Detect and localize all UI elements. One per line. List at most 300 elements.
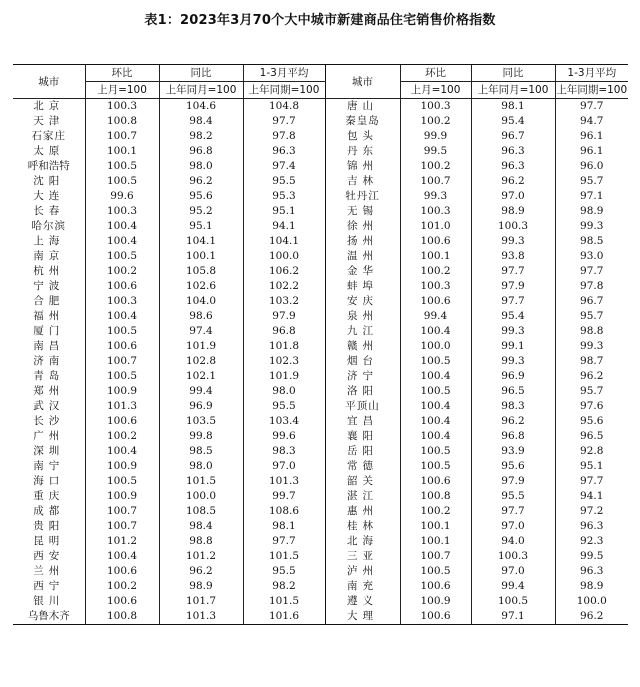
- right-avg-cell: 97.7: [555, 264, 628, 279]
- table-row: [13, 564, 628, 579]
- left-yoy-cell: 101.5: [159, 474, 243, 489]
- table-row: [13, 594, 628, 609]
- right-mom-cell: 100.3: [400, 99, 471, 115]
- right-yoy-cell: 99.4: [471, 579, 555, 594]
- left-city-cell: 南京: [33, 250, 65, 262]
- left-avg-cell: 98.2: [243, 579, 325, 594]
- right-yoy-cell: 97.9: [471, 279, 555, 294]
- left-city-cell: 大连: [33, 190, 65, 202]
- right-yoy-cell: 98.1: [471, 99, 555, 115]
- right-city-cell: 洛阳: [325, 384, 400, 399]
- table-row: [13, 534, 628, 549]
- left-mom-cell: 100.6: [85, 564, 159, 579]
- left-mom-cell: 99.6: [85, 189, 159, 204]
- left-yoy-cell: 98.4: [159, 519, 243, 534]
- right-mom-cell: 100.6: [400, 609, 471, 625]
- left-yoy-cell: 96.2: [159, 174, 243, 189]
- table-row: [13, 99, 628, 115]
- right-city-cell: 赣州: [325, 339, 400, 354]
- right-city-cell: 锦州: [325, 159, 400, 174]
- right-city-cell: 湛江: [325, 489, 400, 504]
- left-yoy-cell: 101.9: [159, 339, 243, 354]
- left-city-cell: 西宁: [33, 580, 65, 592]
- left-mom-cell: 100.2: [85, 264, 159, 279]
- price-index-table: [13, 64, 628, 625]
- table-row: [13, 549, 628, 564]
- header-avg-base-left: 上年同期=100: [243, 82, 325, 99]
- left-avg-cell: 98.3: [243, 444, 325, 459]
- left-avg-cell: 99.6: [243, 429, 325, 444]
- right-avg-cell: 96.3: [555, 564, 628, 579]
- left-city-cell: 杭州: [33, 265, 65, 277]
- right-yoy-cell: 97.0: [471, 564, 555, 579]
- left-city-cell: 长沙: [33, 415, 65, 427]
- right-city-cell: 岳阳: [325, 444, 400, 459]
- left-mom-cell: 100.4: [85, 444, 159, 459]
- right-avg-cell: 98.9: [555, 579, 628, 594]
- right-yoy-cell: 100.3: [471, 549, 555, 564]
- left-yoy-cell: 101.3: [159, 609, 243, 625]
- right-avg-cell: 98.9: [555, 204, 628, 219]
- right-avg-cell: 98.8: [555, 324, 628, 339]
- table-row: [13, 519, 628, 534]
- left-city-cell: 乌鲁木齐: [13, 609, 85, 625]
- left-mom-cell: 100.4: [85, 219, 159, 234]
- left-avg-cell: 99.7: [243, 489, 325, 504]
- table-row: [13, 294, 628, 309]
- table-row: [13, 324, 628, 339]
- left-mom-cell: 100.7: [85, 504, 159, 519]
- right-mom-cell: 100.4: [400, 324, 471, 339]
- right-yoy-cell: 96.3: [471, 144, 555, 159]
- right-mom-cell: 100.1: [400, 534, 471, 549]
- right-city-cell: 包头: [325, 129, 400, 144]
- right-mom-cell: 100.7: [400, 174, 471, 189]
- left-city-cell: 呼和浩特: [27, 160, 70, 172]
- right-mom-cell: 100.4: [400, 414, 471, 429]
- left-city-cell: 天津: [33, 115, 65, 127]
- left-city-cell: 宁波: [33, 280, 65, 292]
- right-city-cell: 丹东: [325, 144, 400, 159]
- left-mom-cell: 100.3: [85, 204, 159, 219]
- right-city-cell: 泸州: [325, 564, 400, 579]
- right-city-cell: 惠州: [325, 504, 400, 519]
- right-avg-cell: 99.5: [555, 549, 628, 564]
- table-row: [13, 429, 628, 444]
- table-row: [13, 414, 628, 429]
- right-mom-cell: 100.3: [400, 279, 471, 294]
- right-city-cell: 徐州: [325, 219, 400, 234]
- right-yoy-cell: 97.7: [471, 504, 555, 519]
- right-mom-cell: 100.8: [400, 489, 471, 504]
- right-avg-cell: 95.7: [555, 174, 628, 189]
- left-city-cell: 南昌: [33, 340, 65, 352]
- left-yoy-cell: 99.8: [159, 429, 243, 444]
- left-mom-cell: 100.1: [85, 144, 159, 159]
- left-mom-cell: 100.8: [85, 114, 159, 129]
- left-mom-cell: 100.7: [85, 354, 159, 369]
- right-mom-cell: 100.1: [400, 519, 471, 534]
- right-mom-cell: 99.9: [400, 129, 471, 144]
- left-mom-cell: 100.9: [85, 384, 159, 399]
- left-yoy-cell: 105.8: [159, 264, 243, 279]
- right-yoy-cell: 97.0: [471, 189, 555, 204]
- right-mom-cell: 101.0: [400, 219, 471, 234]
- left-yoy-cell: 98.9: [159, 579, 243, 594]
- right-yoy-cell: 97.1: [471, 609, 555, 625]
- table-row: [13, 174, 628, 189]
- left-mom-cell: 100.4: [85, 234, 159, 249]
- right-mom-cell: 100.5: [400, 459, 471, 474]
- right-avg-cell: 96.1: [555, 129, 628, 144]
- right-city-cell: 安庆: [325, 294, 400, 309]
- left-yoy-cell: 98.8: [159, 534, 243, 549]
- left-avg-cell: 97.9: [243, 309, 325, 324]
- left-city-cell: 上海: [33, 235, 65, 247]
- left-mom-cell: 100.2: [85, 429, 159, 444]
- left-avg-cell: 104.8: [243, 99, 325, 115]
- table-row: [13, 234, 628, 249]
- right-avg-cell: 99.3: [555, 339, 628, 354]
- right-avg-cell: 95.7: [555, 309, 628, 324]
- header-yoy-left: 同比: [159, 65, 243, 82]
- right-city-cell: 襄阳: [325, 429, 400, 444]
- left-avg-cell: 101.5: [243, 594, 325, 609]
- right-mom-cell: 100.1: [400, 249, 471, 264]
- left-yoy-cell: 103.5: [159, 414, 243, 429]
- right-yoy-cell: 100.5: [471, 594, 555, 609]
- left-avg-cell: 95.5: [243, 399, 325, 414]
- right-avg-cell: 94.7: [555, 114, 628, 129]
- right-avg-cell: 97.8: [555, 279, 628, 294]
- left-yoy-cell: 100.0: [159, 489, 243, 504]
- right-city-cell: 蚌埠: [325, 279, 400, 294]
- table-row: [13, 219, 628, 234]
- left-city-cell: 广州: [33, 430, 65, 442]
- left-yoy-cell: 101.2: [159, 549, 243, 564]
- left-city-cell: 南宁: [33, 460, 65, 472]
- right-avg-cell: 96.5: [555, 429, 628, 444]
- right-city-cell: 温州: [325, 249, 400, 264]
- right-city-cell: 烟台: [325, 354, 400, 369]
- table-title: 表1：2023年3月70个大中城市新建商品住宅销售价格指数: [144, 13, 496, 28]
- right-yoy-cell: 99.3: [471, 354, 555, 369]
- left-city-cell: 深圳: [33, 445, 65, 457]
- right-yoy-cell: 96.2: [471, 174, 555, 189]
- right-city-cell: 泉州: [325, 309, 400, 324]
- right-yoy-cell: 94.0: [471, 534, 555, 549]
- right-city-cell: 宜昌: [325, 414, 400, 429]
- left-avg-cell: 98.1: [243, 519, 325, 534]
- left-yoy-cell: 102.8: [159, 354, 243, 369]
- right-mom-cell: 100.5: [400, 384, 471, 399]
- left-mom-cell: 101.3: [85, 399, 159, 414]
- right-mom-cell: 100.6: [400, 294, 471, 309]
- left-mom-cell: 100.6: [85, 414, 159, 429]
- right-mom-cell: 100.6: [400, 579, 471, 594]
- table-row: [13, 369, 628, 384]
- left-yoy-cell: 96.9: [159, 399, 243, 414]
- table-row: [13, 279, 628, 294]
- left-city-cell: 太原: [33, 145, 65, 157]
- left-mom-cell: 100.3: [85, 294, 159, 309]
- left-mom-cell: 100.4: [85, 309, 159, 324]
- right-avg-cell: 96.2: [555, 369, 628, 384]
- left-avg-cell: 97.7: [243, 534, 325, 549]
- left-yoy-cell: 95.6: [159, 189, 243, 204]
- header-avg-right: 1-3月平均: [555, 65, 628, 82]
- left-avg-cell: 95.5: [243, 564, 325, 579]
- right-mom-cell: 100.5: [400, 444, 471, 459]
- left-city-cell: 兰州: [33, 565, 65, 577]
- right-yoy-cell: 99.1: [471, 339, 555, 354]
- right-yoy-cell: 93.8: [471, 249, 555, 264]
- left-yoy-cell: 98.4: [159, 114, 243, 129]
- right-mom-cell: 100.6: [400, 234, 471, 249]
- right-avg-cell: 97.7: [555, 99, 628, 115]
- table-row: [13, 204, 628, 219]
- right-yoy-cell: 95.5: [471, 489, 555, 504]
- header-yoy-right: 同比: [471, 65, 555, 82]
- header-avg-left: 1-3月平均: [243, 65, 325, 82]
- right-avg-cell: 95.6: [555, 414, 628, 429]
- header-row-2: [13, 82, 628, 99]
- right-city-cell: 桂林: [325, 519, 400, 534]
- left-avg-cell: 97.7: [243, 114, 325, 129]
- right-mom-cell: 100.4: [400, 369, 471, 384]
- left-mom-cell: 100.5: [85, 474, 159, 489]
- left-yoy-cell: 102.6: [159, 279, 243, 294]
- right-avg-cell: 97.7: [555, 474, 628, 489]
- right-yoy-cell: 95.4: [471, 309, 555, 324]
- left-city-cell: 武汉: [33, 400, 65, 412]
- right-city-cell: 三亚: [325, 549, 400, 564]
- right-avg-cell: 95.1: [555, 459, 628, 474]
- right-avg-cell: 97.1: [555, 189, 628, 204]
- left-yoy-cell: 97.4: [159, 324, 243, 339]
- header-yoy-base-left: 上年同月=100: [159, 82, 243, 99]
- left-avg-cell: 101.8: [243, 339, 325, 354]
- left-city-cell: 福州: [33, 310, 65, 322]
- left-avg-cell: 95.3: [243, 189, 325, 204]
- table-row: [13, 114, 628, 129]
- left-yoy-cell: 95.1: [159, 219, 243, 234]
- left-avg-cell: 102.3: [243, 354, 325, 369]
- table-row: [13, 354, 628, 369]
- left-mom-cell: 100.8: [85, 609, 159, 625]
- left-yoy-cell: 104.0: [159, 294, 243, 309]
- right-city-cell: 遵义: [325, 594, 400, 609]
- left-yoy-cell: 99.4: [159, 384, 243, 399]
- left-yoy-cell: 104.1: [159, 234, 243, 249]
- right-avg-cell: 99.3: [555, 219, 628, 234]
- right-avg-cell: 96.2: [555, 609, 628, 625]
- left-avg-cell: 97.8: [243, 129, 325, 144]
- table-row: [13, 609, 628, 625]
- right-city-cell: 吉林: [325, 174, 400, 189]
- left-mom-cell: 100.9: [85, 489, 159, 504]
- right-yoy-cell: 97.0: [471, 519, 555, 534]
- right-avg-cell: 98.5: [555, 234, 628, 249]
- table-row: [13, 129, 628, 144]
- left-avg-cell: 100.0: [243, 249, 325, 264]
- left-avg-cell: 101.6: [243, 609, 325, 625]
- right-mom-cell: 100.4: [400, 399, 471, 414]
- left-mom-cell: 100.5: [85, 324, 159, 339]
- left-mom-cell: 100.4: [85, 549, 159, 564]
- left-city-cell: 郑州: [33, 385, 65, 397]
- left-yoy-cell: 98.5: [159, 444, 243, 459]
- right-yoy-cell: 97.7: [471, 294, 555, 309]
- left-city-cell: 海口: [33, 475, 65, 487]
- right-mom-cell: 100.3: [400, 204, 471, 219]
- right-yoy-cell: 99.3: [471, 234, 555, 249]
- right-yoy-cell: 96.9: [471, 369, 555, 384]
- left-avg-cell: 96.3: [243, 144, 325, 159]
- table-row: [13, 339, 628, 354]
- right-avg-cell: 96.7: [555, 294, 628, 309]
- left-yoy-cell: 98.0: [159, 459, 243, 474]
- table-row: [13, 489, 628, 504]
- left-yoy-cell: 108.5: [159, 504, 243, 519]
- right-city-cell: 无锡: [325, 204, 400, 219]
- header-mom-right: 环比: [400, 65, 471, 82]
- left-avg-cell: 96.8: [243, 324, 325, 339]
- right-avg-cell: 97.2: [555, 504, 628, 519]
- right-city-cell: 金华: [325, 264, 400, 279]
- left-mom-cell: 100.6: [85, 339, 159, 354]
- left-city-cell: 成都: [33, 505, 65, 517]
- left-yoy-cell: 101.7: [159, 594, 243, 609]
- left-city-cell: 重庆: [33, 490, 65, 502]
- left-mom-cell: 100.3: [85, 99, 159, 115]
- left-avg-cell: 94.1: [243, 219, 325, 234]
- header-city-right: 城市: [325, 65, 400, 99]
- left-mom-cell: 100.2: [85, 579, 159, 594]
- left-yoy-cell: 96.8: [159, 144, 243, 159]
- right-city-cell: 韶关: [325, 474, 400, 489]
- left-avg-cell: 97.4: [243, 159, 325, 174]
- right-yoy-cell: 96.3: [471, 159, 555, 174]
- right-yoy-cell: 96.2: [471, 414, 555, 429]
- header-mom-base-left: 上月=100: [85, 82, 159, 99]
- table-row: [13, 399, 628, 414]
- header-mom-left: 环比: [85, 65, 159, 82]
- right-city-cell: 济宁: [325, 369, 400, 384]
- right-yoy-cell: 96.7: [471, 129, 555, 144]
- left-avg-cell: 108.6: [243, 504, 325, 519]
- left-city-cell: 长春: [33, 205, 65, 217]
- header-yoy-base-right: 上年同月=100: [471, 82, 555, 99]
- right-avg-cell: 92.8: [555, 444, 628, 459]
- header-city-left: 城市: [13, 65, 85, 99]
- table-row: [13, 459, 628, 474]
- right-avg-cell: 92.3: [555, 534, 628, 549]
- left-avg-cell: 101.3: [243, 474, 325, 489]
- left-mom-cell: 100.5: [85, 249, 159, 264]
- left-yoy-cell: 95.2: [159, 204, 243, 219]
- right-yoy-cell: 95.4: [471, 114, 555, 129]
- right-yoy-cell: 95.6: [471, 459, 555, 474]
- right-mom-cell: 100.9: [400, 594, 471, 609]
- right-yoy-cell: 97.7: [471, 264, 555, 279]
- right-avg-cell: 93.0: [555, 249, 628, 264]
- right-city-cell: 九江: [325, 324, 400, 339]
- header-row-1: [13, 65, 628, 82]
- left-avg-cell: 103.4: [243, 414, 325, 429]
- left-avg-cell: 101.9: [243, 369, 325, 384]
- left-city-cell: 哈尔滨: [31, 220, 66, 232]
- left-mom-cell: 100.5: [85, 174, 159, 189]
- right-yoy-cell: 96.5: [471, 384, 555, 399]
- table-row: [13, 579, 628, 594]
- left-city-cell: 石家庄: [31, 130, 66, 142]
- right-yoy-cell: 96.8: [471, 429, 555, 444]
- right-avg-cell: 97.6: [555, 399, 628, 414]
- right-city-cell: 南充: [325, 579, 400, 594]
- left-yoy-cell: 98.6: [159, 309, 243, 324]
- right-city-cell: 牡丹江: [325, 189, 400, 204]
- left-city-cell: 西安: [33, 550, 65, 562]
- table-row: [13, 309, 628, 324]
- left-avg-cell: 101.5: [243, 549, 325, 564]
- right-city-cell: 大理: [325, 609, 400, 625]
- left-yoy-cell: 98.2: [159, 129, 243, 144]
- right-mom-cell: 100.2: [400, 504, 471, 519]
- right-avg-cell: 98.7: [555, 354, 628, 369]
- right-city-cell: 平顶山: [325, 399, 400, 414]
- right-mom-cell: 100.2: [400, 114, 471, 129]
- right-mom-cell: 100.6: [400, 474, 471, 489]
- left-city-cell: 青岛: [33, 370, 65, 382]
- left-avg-cell: 102.2: [243, 279, 325, 294]
- left-avg-cell: 104.1: [243, 234, 325, 249]
- right-avg-cell: 94.1: [555, 489, 628, 504]
- header-avg-base-right: 上年同期=100: [555, 82, 628, 99]
- left-city-cell: 合肥: [33, 295, 65, 307]
- left-avg-cell: 95.5: [243, 174, 325, 189]
- left-avg-cell: 106.2: [243, 264, 325, 279]
- right-yoy-cell: 97.9: [471, 474, 555, 489]
- right-city-cell: 扬州: [325, 234, 400, 249]
- left-yoy-cell: 100.1: [159, 249, 243, 264]
- table-row: [13, 504, 628, 519]
- left-city-cell: 昆明: [33, 535, 65, 547]
- right-yoy-cell: 98.3: [471, 399, 555, 414]
- right-yoy-cell: 100.3: [471, 219, 555, 234]
- right-mom-cell: 100.5: [400, 564, 471, 579]
- right-city-cell: 常德: [325, 459, 400, 474]
- right-city-cell: 唐山: [325, 99, 400, 115]
- left-mom-cell: 100.7: [85, 519, 159, 534]
- table-row: [13, 264, 628, 279]
- left-yoy-cell: 104.6: [159, 99, 243, 115]
- table-row: [13, 189, 628, 204]
- table-row: [13, 384, 628, 399]
- right-mom-cell: 100.4: [400, 429, 471, 444]
- left-avg-cell: 98.0: [243, 384, 325, 399]
- table-row: [13, 474, 628, 489]
- right-mom-cell: 100.7: [400, 549, 471, 564]
- right-avg-cell: 96.1: [555, 144, 628, 159]
- left-yoy-cell: 102.1: [159, 369, 243, 384]
- right-mom-cell: 99.5: [400, 144, 471, 159]
- left-mom-cell: 100.5: [85, 369, 159, 384]
- left-city-cell: 银川: [33, 595, 65, 607]
- left-city-cell: 贵阳: [33, 520, 65, 532]
- right-city-cell: 秦皇岛: [325, 114, 400, 129]
- left-mom-cell: 100.7: [85, 129, 159, 144]
